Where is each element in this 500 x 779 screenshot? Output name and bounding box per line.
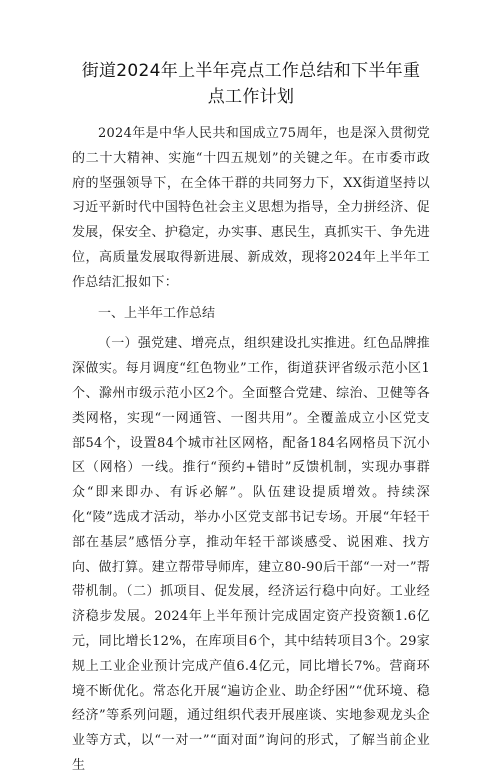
section-1-paragraph: （一）强党建、增亮点，组织建设扎实推进。红色品牌推深做实。每月调度“红色物业”工作，街道获评省级示范小区1个、滁州市级示范小区2个。全面整合党建、综治、卫健等各类网格，实现“一网通管、一图共用”。全覆盖成立小区党支部54个，设置84个城市社区网格，配备184名网格员下沉小区（网格）一线。推行“预约+错时”反馈机制，实现办事群众“即来即办、有诉必解”。队伍建设提质增效。持续深化“陵”选成才活动，举办小区党支部书记专场。开展“年轻干部在基层”感悟分享，推动年轻干部谈感受、说困难、找方向、做打算。建立帮带导师库，建立80-90后干部“一对一”帮带机制。（二）抓项目、促发展，经济运行稳中向好。工业经济稳步发展。2024年上半年预计完成固定资产投资额1.6亿元，同比增长12%，在库项目6个，其中结转项目3个。29家规上工业企业预计完成产值6.4亿元，同比增长7%。营商环境不断优化。常态化开展“遍访企业、助企纾困”“优环境、稳经济”等系列问题，通过组织代表开展座谈、实地参观龙头企业等方式，以“一对一”“面对面”询问的形式，了解当前企业生	[72, 336, 430, 773]
title-line-1: 街道2024年上半年亮点工作总结和下半年重	[81, 61, 421, 81]
document-body	[72, 122, 430, 779]
section-heading-1: 一、上半年工作总结	[98, 305, 216, 321]
intro-paragraph: 2024年是中华人民共和国成立75周年，也是深入贯彻党的二十大精神、实施“十四五规划”的关键之年。在市委市政府的坚强领导下，在全体干群的共同努力下，XX街道坚持以习近平新时代中国特色社会主义思想为指导，全力拼经济、促发展，保安全、护稳定，办实事、惠民生，真抓实干、争先进位，高质量发展取得新进展、新成效，现将2024年上半年工作总结汇报如下：	[72, 126, 430, 290]
document-title	[72, 58, 430, 110]
title-line-2: 点工作计划	[207, 87, 295, 107]
